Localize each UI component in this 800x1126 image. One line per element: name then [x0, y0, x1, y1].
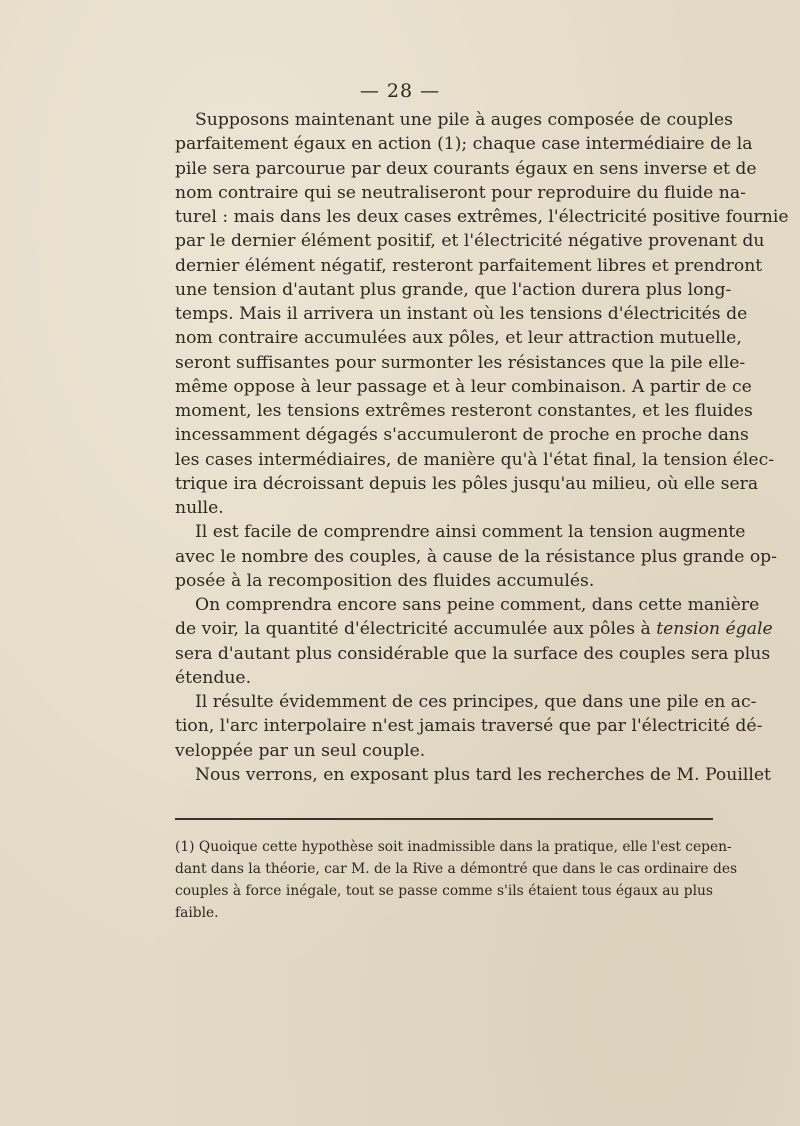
- line-text: faible.: [175, 905, 219, 921]
- text-line: [175, 545, 777, 569]
- line-text: dernier élément négatif, resteront parfaitement libres et prendront: [175, 255, 763, 276]
- line-text: de voir, la quantité d'électricité accumulée aux pôles à: [175, 619, 657, 640]
- footnote-line: [175, 836, 732, 858]
- line-text: pile sera parcourue par deux courants égaux en sens inverse et de: [175, 158, 757, 179]
- line-text: Nous verrons, en exposant plus tard les recherches de M. Pouillet: [195, 764, 771, 785]
- line-text: parfaitement égaux en action (1); chaque case intermédiaire de la: [175, 134, 753, 155]
- line-text: par le dernier élément positif, et l'électricité négative provenant du: [175, 231, 765, 252]
- line-text: tion, l'arc interpolaire n'est jamais traversé que par l'électricité dé-: [175, 716, 763, 737]
- text-line: [175, 593, 760, 617]
- line-text: même oppose à leur passage et à leur combinaison. A partir de ce: [175, 376, 752, 397]
- text-line: [175, 375, 752, 399]
- page-number: — 28 —: [359, 80, 441, 102]
- line-text: couples à force inégale, tout se passe comme s'ils étaient tous égaux au plus: [175, 883, 713, 899]
- text-line: [175, 423, 749, 447]
- footnote-line: [175, 880, 713, 902]
- text-line: [175, 351, 746, 375]
- line-text: Il résulte évidemment de ces principes, que dans une pile en ac-: [195, 692, 757, 712]
- line-text: une tension d'autant plus grande, que l'action durera plus long-: [175, 279, 732, 300]
- text-line: [175, 278, 732, 302]
- line-text: temps. Mais il arrivera un instant où les tensions d'électricités de: [175, 304, 748, 324]
- italic-text: tension égale: [656, 619, 773, 640]
- line-text: (1) Quoique cette hypothèse soit inadmissible dans la pratique, elle l'est cepen-: [175, 839, 732, 855]
- line-text: seront suffisantes pour surmonter les résistances que la pile elle-: [175, 352, 746, 373]
- line-text: nom contraire accumulées aux pôles, et leur attraction mutuelle,: [175, 328, 742, 349]
- text-line: [175, 569, 713, 593]
- line-text: veloppée par un seul couple.: [175, 740, 426, 761]
- line-text: avec le nombre des couples, à cause de la résistance plus grande op-: [175, 546, 777, 567]
- text-line: [175, 157, 757, 181]
- text-line: [175, 399, 753, 423]
- text-line: [175, 472, 759, 496]
- text-line: [175, 326, 742, 350]
- text-line: [175, 302, 748, 326]
- text-line: [175, 690, 757, 714]
- line-text: Il est facile de comprendre ainsi comment la tension augmente: [195, 522, 746, 543]
- line-text: incessamment dégagés s'accumuleront de proche en proche dans: [175, 425, 749, 446]
- text-line: [175, 254, 763, 278]
- text-line: [175, 666, 713, 690]
- line-text: Supposons maintenant une pile à auges composée de couples: [195, 110, 733, 130]
- line-text: On comprendra encore sans peine comment, dans cette manière: [195, 595, 760, 615]
- footnote-line: [175, 858, 738, 880]
- line-text: sera d'autant plus considérable que la surface des couples sera plus: [175, 643, 771, 664]
- text-line: [175, 739, 713, 763]
- text-line: [175, 642, 771, 666]
- footnote-divider: [175, 818, 713, 820]
- line-text: étendue.: [175, 667, 252, 688]
- text-line: [175, 108, 733, 132]
- text-line: [175, 132, 753, 156]
- footnote: [175, 836, 738, 924]
- line-text: les cases intermédiaires, de manière qu'à l'état final, la tension élec-: [175, 449, 775, 470]
- line-text: moment, les tensions extrêmes resteront constantes, et les fluides: [175, 401, 753, 421]
- line-text: nulle.: [175, 498, 224, 518]
- text-line: [175, 205, 789, 229]
- line-text: posée à la recomposition des fluides accumulés.: [175, 570, 595, 591]
- text-line: [175, 520, 746, 544]
- text-line: [175, 448, 775, 472]
- text-line: [175, 617, 773, 641]
- body-text: [175, 108, 789, 787]
- text-line: [175, 714, 763, 738]
- text-line: [175, 496, 713, 520]
- line-text: dant dans la théorie, car M. de la Rive a démontré que dans le cas ordinaire des: [175, 861, 738, 877]
- text-line: [175, 229, 765, 253]
- text-line: [175, 181, 746, 205]
- line-text: trique ira décroissant depuis les pôles jusqu'au milieu, où elle sera: [175, 473, 759, 494]
- footnote-line: [175, 902, 713, 924]
- line-text: nom contraire qui se neutraliseront pour reproduire du fluide na-: [175, 182, 746, 203]
- text-line: [175, 763, 771, 787]
- line-text: turel : mais dans les deux cases extrêmes, l'électricité positive fournie: [175, 207, 789, 227]
